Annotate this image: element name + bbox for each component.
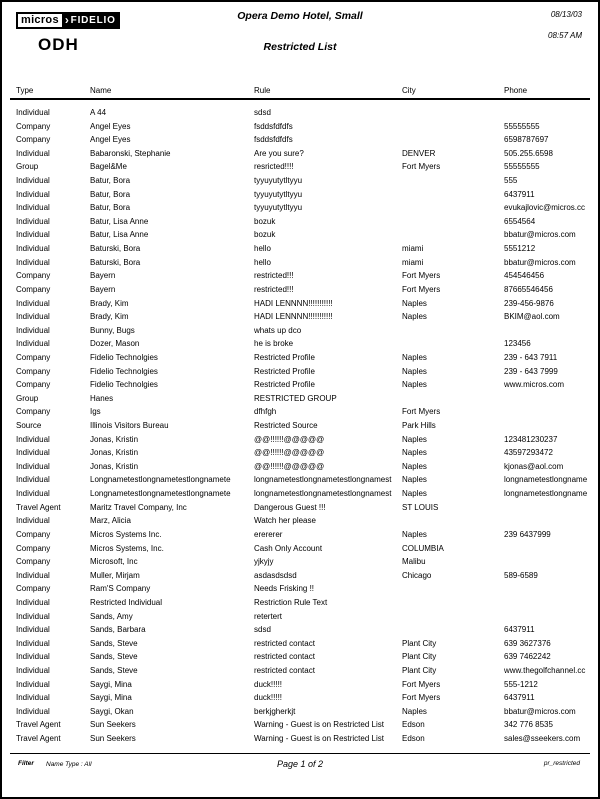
table-row — [2, 732, 598, 746]
cell-rule: tyyuyutytltyyu — [254, 203, 303, 213]
cell-name: Batur, Lisa Anne — [90, 230, 149, 240]
cell-type: Individual — [16, 611, 50, 621]
cell-phone: BKIM@aol.com — [504, 312, 560, 322]
cell-type: Individual — [16, 652, 50, 662]
cell-name: Dozer, Mason — [90, 339, 140, 349]
cell-city: Plant City — [402, 665, 437, 675]
table-row — [2, 160, 598, 174]
cell-type: Company — [16, 380, 51, 390]
cell-type: Individual — [16, 679, 50, 689]
cell-rule: asdasdsdsd — [254, 570, 297, 580]
cell-type: Company — [16, 529, 51, 539]
cell-name: Sands, Steve — [90, 665, 138, 675]
cell-city: miami — [402, 257, 424, 267]
cell-rule: dfhfgh — [254, 407, 277, 417]
cell-rule: fsddsfdfdfs — [254, 135, 293, 145]
table-row — [2, 147, 598, 161]
cell-name: Illinois Visitors Bureau — [90, 421, 169, 431]
cell-type: Travel Agent — [16, 502, 61, 512]
cell-type: Individual — [16, 625, 50, 635]
table-row — [2, 446, 598, 460]
cell-city: Fort Myers — [402, 693, 441, 703]
cell-rule: fsddsfdfdfs — [254, 121, 293, 131]
column-header-phone: Phone — [504, 86, 528, 95]
cell-rule: HADI LENNNN!!!!!!!!!!! — [254, 298, 333, 308]
cell-type: Individual — [16, 312, 50, 322]
cell-type: Individual — [16, 475, 50, 485]
cell-type: Group — [16, 162, 39, 172]
cell-rule: bozuk — [254, 216, 276, 226]
cell-name: Batur, Lisa Anne — [90, 216, 149, 226]
column-header-name: Name — [90, 86, 112, 95]
cell-city: Park Hills — [402, 421, 436, 431]
table-row — [2, 596, 598, 610]
cell-type: Individual — [16, 434, 50, 444]
cell-city: Chicago — [402, 570, 432, 580]
table-row — [2, 582, 598, 596]
cell-phone: 239 - 643 7999 — [504, 366, 558, 376]
cell-name: Longnametestlongnametestlongnamete — [90, 489, 231, 499]
cell-name: Sun Seekers — [90, 734, 136, 744]
cell-rule: bozuk — [254, 230, 276, 240]
cell-city: ST LOUIS — [402, 502, 439, 512]
cell-phone: 589-6589 — [504, 570, 538, 580]
cell-type: Individual — [16, 448, 50, 458]
cell-rule: tyyuyutytltyyu — [254, 176, 303, 186]
table-row — [2, 664, 598, 678]
cell-rule: longnametestlongnametestlongnamest — [254, 475, 392, 485]
table-row — [2, 174, 598, 188]
cell-rule: Cash Only Account — [254, 543, 323, 553]
report-date: 08/13/03 — [550, 10, 582, 19]
cell-type: Individual — [16, 203, 50, 213]
table-row — [2, 650, 598, 664]
table-row — [2, 133, 598, 147]
cell-name: Brady, Kim — [90, 312, 129, 322]
footer — [2, 758, 598, 778]
cell-phone: bbatur@micros.com — [504, 706, 576, 716]
cell-phone: 55555555 — [504, 121, 540, 131]
table-row — [2, 569, 598, 583]
cell-city: Fort Myers — [402, 271, 441, 281]
cell-name: Batur, Bora — [90, 189, 131, 199]
cell-type: Company — [16, 584, 51, 594]
cell-name: Jonas, Kristin — [90, 448, 139, 458]
table-row — [2, 269, 598, 283]
cell-name: Babaronski, Stephanie — [90, 148, 171, 158]
cell-city: COLUMBIA — [402, 543, 444, 553]
cell-city: Fort Myers — [402, 407, 441, 417]
table-row — [2, 188, 598, 202]
cell-rule: resricted!!!! — [254, 162, 294, 172]
cell-type: Individual — [16, 244, 50, 254]
table-row — [2, 365, 598, 379]
cell-phone: 555 — [504, 176, 518, 186]
table-row — [2, 528, 598, 542]
table-row — [2, 120, 598, 134]
cell-name: Saygi, Mina — [90, 693, 132, 703]
cell-type: Individual — [16, 257, 50, 267]
table-row — [2, 473, 598, 487]
cell-rule: @@!!!!!!@@@@@ — [254, 461, 325, 471]
cell-rule: restricted!!! — [254, 271, 294, 281]
cell-phone: longnametestlongname — [504, 475, 588, 485]
column-header-type: Type — [16, 86, 34, 95]
cell-city: Malibu — [402, 557, 426, 567]
page-number: Page 1 of 2 — [276, 759, 324, 769]
cell-city: Plant City — [402, 638, 437, 648]
report-title: Restricted List — [263, 41, 337, 53]
table-row — [2, 678, 598, 692]
header-divider-line — [10, 98, 590, 100]
cell-city: Fort Myers — [402, 162, 441, 172]
cell-name: Bunny, Bugs — [90, 325, 135, 335]
cell-name: Micros Systems Inc. — [90, 529, 162, 539]
cell-phone: 6598787697 — [504, 135, 549, 145]
footer-divider-line — [10, 753, 590, 754]
cell-phone: www.micros.com — [504, 380, 565, 390]
cell-name: Igs — [90, 407, 101, 417]
cell-rule: Restricted Source — [254, 421, 318, 431]
cell-rule: Are you sure? — [254, 148, 304, 158]
cell-phone: 43597293472 — [504, 448, 553, 458]
cell-name: A 44 — [90, 108, 107, 117]
cell-type: Individual — [16, 570, 50, 580]
cell-rule: Restricted Profile — [254, 366, 315, 376]
cell-name: Fidelio Technolgies — [90, 380, 158, 390]
cell-city: Naples — [402, 489, 427, 499]
cell-rule: Dangerous Guest !!! — [254, 502, 326, 512]
cell-type: Individual — [16, 148, 50, 158]
cell-type: Individual — [16, 693, 50, 703]
logo-micros-text: micros — [16, 12, 64, 29]
cell-name: Sands, Barbara — [90, 625, 146, 635]
cell-rule: restricted contact — [254, 652, 315, 662]
cell-rule: RESTRICTED GROUP — [254, 393, 337, 403]
cell-name: Micros Systems, Inc. — [90, 543, 164, 553]
logo-arrow-icon: › — [64, 13, 70, 27]
cell-name: Ram'S Company — [90, 584, 151, 594]
cell-phone: 6437911 — [504, 693, 535, 703]
cell-name: Baturski, Bora — [90, 257, 141, 267]
cell-rule: yjkyjy — [254, 557, 274, 567]
cell-rule: restricted contact — [254, 665, 315, 675]
cell-phone: 639 3627376 — [504, 638, 551, 648]
cell-phone: bbatur@micros.com — [504, 230, 576, 240]
cell-rule: Needs Frisking !! — [254, 584, 315, 594]
cell-city: Naples — [402, 529, 427, 539]
cell-name: Marz, Alicia — [90, 516, 131, 526]
cell-rule: berkjgherkjt — [254, 706, 296, 716]
cell-type: Company — [16, 135, 51, 145]
table-row — [2, 310, 598, 324]
cell-name: Brady, Kim — [90, 298, 129, 308]
cell-rule: duck!!!!! — [254, 693, 283, 703]
table-row — [2, 433, 598, 447]
cell-rule: @@!!!!!!@@@@@ — [254, 448, 325, 458]
cell-name: Hanes — [90, 393, 114, 403]
cell-phone: sales@sseekers.com — [504, 734, 581, 744]
cell-phone: 639 7462242 — [504, 652, 551, 662]
cell-phone: 5551212 — [504, 244, 536, 254]
cell-phone: 555-1212 — [504, 679, 538, 689]
logo-fidelio-text: FIDELIO — [70, 15, 116, 26]
cell-name: Jonas, Kristin — [90, 434, 139, 444]
cell-city: Naples — [402, 312, 427, 322]
cell-rule: hello — [254, 244, 271, 254]
cell-city: Naples — [402, 475, 427, 485]
cell-phone: evukajlovic@micros.cc — [504, 203, 586, 213]
cell-city: Naples — [402, 298, 427, 308]
cell-phone: www.thegolfchannel.cc — [504, 665, 586, 675]
table-row — [2, 487, 598, 501]
cell-name: Sands, Steve — [90, 652, 138, 662]
cell-rule: he is broke — [254, 339, 294, 349]
report-time: 08:57 AM — [548, 31, 582, 40]
table-row — [2, 256, 598, 270]
cell-type: Company — [16, 271, 51, 281]
cell-phone: 342 776 8535 — [504, 720, 553, 730]
table-row — [2, 610, 598, 624]
cell-type: Company — [16, 284, 51, 294]
cell-type: Individual — [16, 665, 50, 675]
cell-city: Naples — [402, 706, 427, 716]
cell-type: Individual — [16, 216, 50, 226]
cell-rule: Restricted Profile — [254, 352, 315, 362]
cell-phone: bbatur@micros.com — [504, 257, 576, 267]
cell-type: Source — [16, 421, 42, 431]
table-row — [2, 324, 598, 338]
table-row — [2, 106, 598, 120]
cell-rule: sdsd — [254, 625, 271, 635]
cell-name: Saygi, Mina — [90, 679, 132, 689]
cell-city: Edson — [402, 734, 425, 744]
cell-type: Travel Agent — [16, 720, 61, 730]
column-header-rule: Rule — [254, 86, 271, 95]
cell-name: Bayern — [90, 271, 116, 281]
table-row — [2, 405, 598, 419]
cell-city: Naples — [402, 434, 427, 444]
filter-value: Name Type : All — [46, 761, 92, 768]
cell-phone: 123456 — [504, 339, 531, 349]
cell-type: Company — [16, 543, 51, 553]
cell-type: Individual — [16, 706, 50, 716]
cell-type: Individual — [16, 339, 50, 349]
cell-rule: HADI LENNNN!!!!!!!!!!! — [254, 312, 333, 322]
cell-type: Individual — [16, 176, 50, 186]
table-row — [2, 228, 598, 242]
cell-name: Fidelio Technolgies — [90, 366, 158, 376]
table-row — [2, 637, 598, 651]
cell-city: Naples — [402, 448, 427, 458]
cell-name: Bagel&Me — [90, 162, 127, 172]
cell-city: Edson — [402, 720, 425, 730]
table-row — [2, 242, 598, 256]
cell-type: Individual — [16, 189, 50, 199]
cell-type: Company — [16, 366, 51, 376]
cell-phone: longnametestlongname — [504, 489, 588, 499]
table-body — [2, 106, 598, 746]
cell-city: Fort Myers — [402, 679, 441, 689]
property-code: ODH — [38, 35, 79, 54]
cell-type: Company — [16, 407, 51, 417]
table-row — [2, 215, 598, 229]
cell-type: Individual — [16, 489, 50, 499]
cell-rule: duck!!!!! — [254, 679, 283, 689]
table-row — [2, 514, 598, 528]
cell-phone: 239-456-9876 — [504, 298, 554, 308]
cell-phone: 55555555 — [504, 162, 540, 172]
cell-city: Naples — [402, 366, 427, 376]
cell-city: Fort Myers — [402, 284, 441, 294]
cell-rule: @@!!!!!!@@@@@ — [254, 434, 325, 444]
cell-rule: Restriction Rule Text — [254, 597, 328, 607]
table-row — [2, 501, 598, 515]
cell-phone: 123481230237 — [504, 434, 558, 444]
cell-city: Naples — [402, 352, 427, 362]
table-row — [2, 691, 598, 705]
cell-rule: retertert — [254, 611, 283, 621]
cell-type: Travel Agent — [16, 734, 61, 744]
table-row — [2, 623, 598, 637]
cell-name: Batur, Bora — [90, 203, 131, 213]
cell-name: Sands, Steve — [90, 638, 138, 648]
cell-rule: longnametestlongnametestlongnamest — [254, 489, 392, 499]
cell-name: Microsoft, Inc — [90, 557, 138, 567]
cell-city: Naples — [402, 461, 427, 471]
cell-name: Muller, Mirjam — [90, 570, 140, 580]
cell-type: Company — [16, 121, 51, 131]
cell-name: Maritz Travel Company, Inc — [90, 502, 187, 512]
cell-name: Baturski, Bora — [90, 244, 141, 254]
cell-rule: hello — [254, 257, 271, 267]
cell-type: Individual — [16, 516, 50, 526]
table-row — [2, 378, 598, 392]
cell-type: Individual — [16, 597, 50, 607]
column-header-city: City — [402, 86, 416, 95]
cell-phone: 239 6437999 — [504, 529, 551, 539]
cell-name: Angel Eyes — [90, 121, 131, 131]
table-row — [2, 460, 598, 474]
cell-name: Longnametestlongnametestlongnamete — [90, 475, 231, 485]
cell-city: Naples — [402, 380, 427, 390]
cell-name: Sun Seekers — [90, 720, 136, 730]
cell-phone: 239 - 643 7911 — [504, 352, 558, 362]
table-row — [2, 542, 598, 556]
hotel-name: Opera Demo Hotel, Small — [237, 10, 363, 22]
cell-name: Saygi, Okan — [90, 706, 134, 716]
cell-phone: 454546456 — [504, 271, 545, 281]
cell-rule: sdsd — [254, 108, 271, 117]
cell-type: Company — [16, 352, 51, 362]
table-row — [2, 419, 598, 433]
cell-city: miami — [402, 244, 424, 254]
cell-phone: 6554564 — [504, 216, 536, 226]
cell-type: Individual — [16, 108, 50, 117]
cell-city: Plant City — [402, 652, 437, 662]
cell-name: Batur, Bora — [90, 176, 131, 186]
cell-type: Group — [16, 393, 39, 403]
table-row — [2, 297, 598, 311]
cell-city: DENVER — [402, 148, 436, 158]
cell-name: Bayern — [90, 284, 116, 294]
cell-phone: 6437911 — [504, 189, 535, 199]
cell-rule: whats up dco — [254, 325, 302, 335]
cell-type: Individual — [16, 230, 50, 240]
cell-type: Individual — [16, 461, 50, 471]
table-row — [2, 337, 598, 351]
table-row — [2, 283, 598, 297]
cell-phone: 87665546456 — [504, 284, 553, 294]
cell-name: Jonas, Kristin — [90, 461, 139, 471]
cell-type: Company — [16, 557, 51, 567]
table-row — [2, 201, 598, 215]
table-row — [2, 555, 598, 569]
cell-rule: restricted!!! — [254, 284, 294, 294]
cell-name: Angel Eyes — [90, 135, 131, 145]
cell-rule: Restricted Profile — [254, 380, 315, 390]
table-row — [2, 718, 598, 732]
cell-rule: Watch her please — [254, 516, 316, 526]
cell-rule: restricted contact — [254, 638, 315, 648]
table-row — [2, 392, 598, 406]
report-id: pr_restricted — [543, 760, 580, 767]
cell-rule: Warning - Guest is on Restricted List — [254, 720, 384, 730]
cell-rule: erererer — [254, 529, 283, 539]
cell-name: Restricted Individual — [90, 597, 163, 607]
cell-phone: 505.255.6598 — [504, 148, 553, 158]
cell-name: Fidelio Technolgies — [90, 352, 158, 362]
table-row — [2, 705, 598, 719]
cell-type: Individual — [16, 298, 50, 308]
cell-type: Individual — [16, 325, 50, 335]
cell-phone: kjonas@aol.com — [504, 461, 564, 471]
cell-rule: tyyuyutytltyyu — [254, 189, 303, 199]
cell-name: Sands, Amy — [90, 611, 133, 621]
cell-rule: Warning - Guest is on Restricted List — [254, 734, 384, 744]
filter-label: Filter — [18, 760, 34, 767]
table-row — [2, 351, 598, 365]
cell-phone: 6437911 — [504, 625, 535, 635]
table-header-row — [2, 86, 598, 95]
cell-type: Individual — [16, 638, 50, 648]
